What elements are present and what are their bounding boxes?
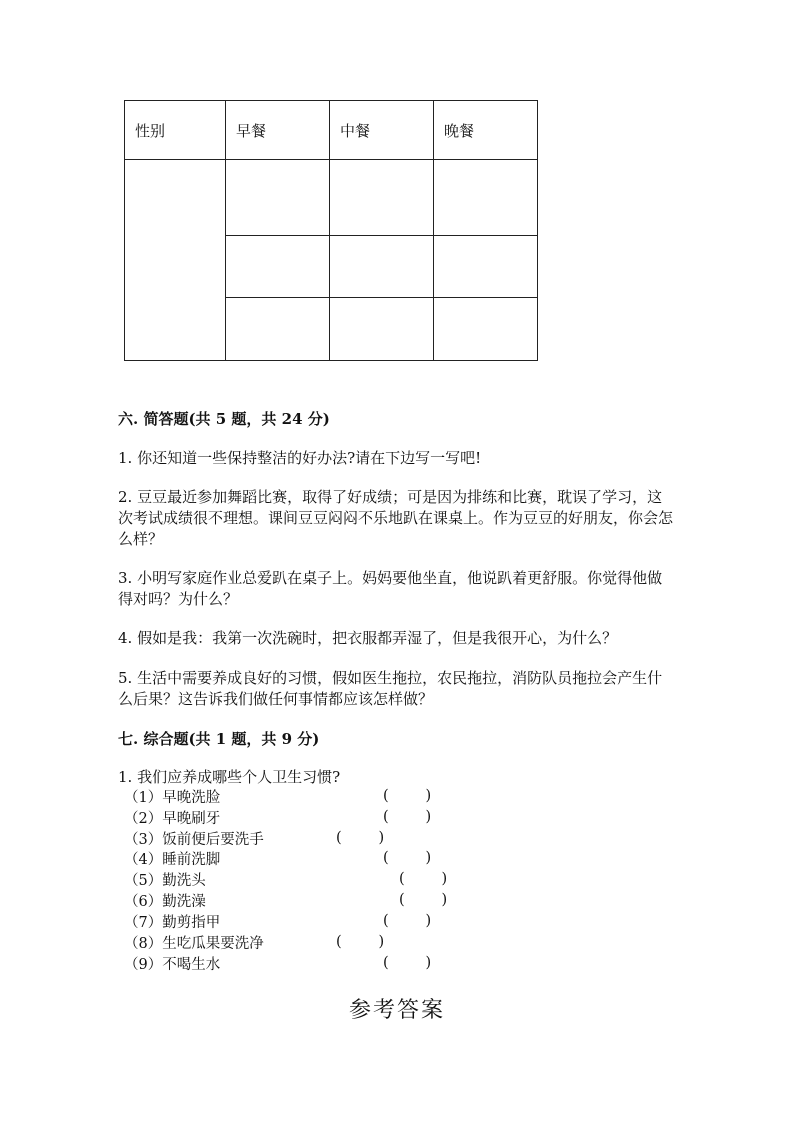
habit-item-5: （5）勤洗头 — [124, 873, 206, 889]
habit-item-1: （1）早晚洗脸 — [124, 790, 221, 806]
table-cell-gender[interactable] — [125, 160, 226, 361]
table-cell[interactable] — [330, 236, 434, 298]
section7-heading: 七. 综合题(共 1 题，共 9 分) — [118, 730, 320, 748]
answer-section-title: 参考答案 — [348, 998, 445, 1023]
habit-item-7: （7）勤剪指甲 — [124, 915, 221, 931]
answer-paren-4[interactable]: ( ) — [383, 850, 432, 866]
answer-paren-8[interactable]: ( ) — [336, 934, 385, 950]
table-header-breakfast: 早餐 — [226, 101, 330, 160]
section6-question-4: 4. 假如是我：我第一次洗碗时，把衣服都弄湿了，但是我很开心，为什么？ — [118, 629, 618, 647]
habit-item-2: （2）早晚刷牙 — [124, 811, 221, 827]
answer-paren-6[interactable]: ( ) — [399, 892, 448, 908]
answer-paren-5[interactable]: ( ) — [399, 871, 448, 887]
answer-paren-7[interactable]: ( ) — [383, 913, 432, 929]
section6-heading: 六. 简答题(共 5 题，共 24 分) — [118, 410, 330, 428]
habit-item-6: （6）勤洗澡 — [124, 894, 206, 910]
section6-question-1: 1. 你还知道一些保持整洁的好办法?请在下边写一写吧! — [118, 449, 482, 467]
table-cell[interactable] — [330, 160, 434, 236]
table-cell[interactable] — [226, 298, 330, 361]
section6-question-5: 5. 生活中需要养成良好的习惯，假如医生拖拉，农民拖拉，消防队员拖拉会产生什么后果？这告诉我们做任何事情都应该怎样做？ — [118, 669, 663, 708]
table-header-lunch: 中餐 — [330, 101, 434, 160]
section7-question: 1. 我们应养成哪些个人卫生习惯? — [118, 768, 341, 786]
answer-paren-9[interactable]: ( ) — [383, 955, 432, 971]
table-cell[interactable] — [226, 160, 330, 236]
habit-item-4: （4）睡前洗脚 — [124, 852, 221, 868]
table-cell[interactable] — [434, 160, 538, 236]
answer-paren-3[interactable]: ( ) — [336, 830, 385, 846]
section6-question-3: 3. 小明写家庭作业总爱趴在桌子上。妈妈要他坐直，他说趴着更舒服。你觉得他做得对吗？为什么？ — [118, 569, 663, 608]
table-cell[interactable] — [226, 236, 330, 298]
table-cell[interactable] — [330, 298, 434, 361]
habit-item-9: （9）不喝生水 — [124, 957, 221, 973]
table-cell[interactable] — [434, 236, 538, 298]
habit-item-3: （3）饭前便后要洗手 — [124, 832, 264, 848]
meal-table — [124, 100, 538, 361]
table-header-dinner: 晚餐 — [434, 101, 538, 160]
section6-question-2: 2. 豆豆最近参加舞蹈比赛，取得了好成绩；可是因为排练和比赛，耽误了学习，这次考试成绩很不理想。课间豆豆闷闷不乐地趴在课桌上。作为豆豆的好朋友，你会怎么样？ — [118, 488, 674, 548]
answer-paren-2[interactable]: ( ) — [383, 809, 432, 825]
table-header-gender: 性别 — [125, 101, 226, 160]
table-cell[interactable] — [434, 298, 538, 361]
habit-item-8: （8）生吃瓜果要洗净 — [124, 936, 264, 952]
answer-paren-1[interactable]: ( ) — [383, 788, 432, 804]
